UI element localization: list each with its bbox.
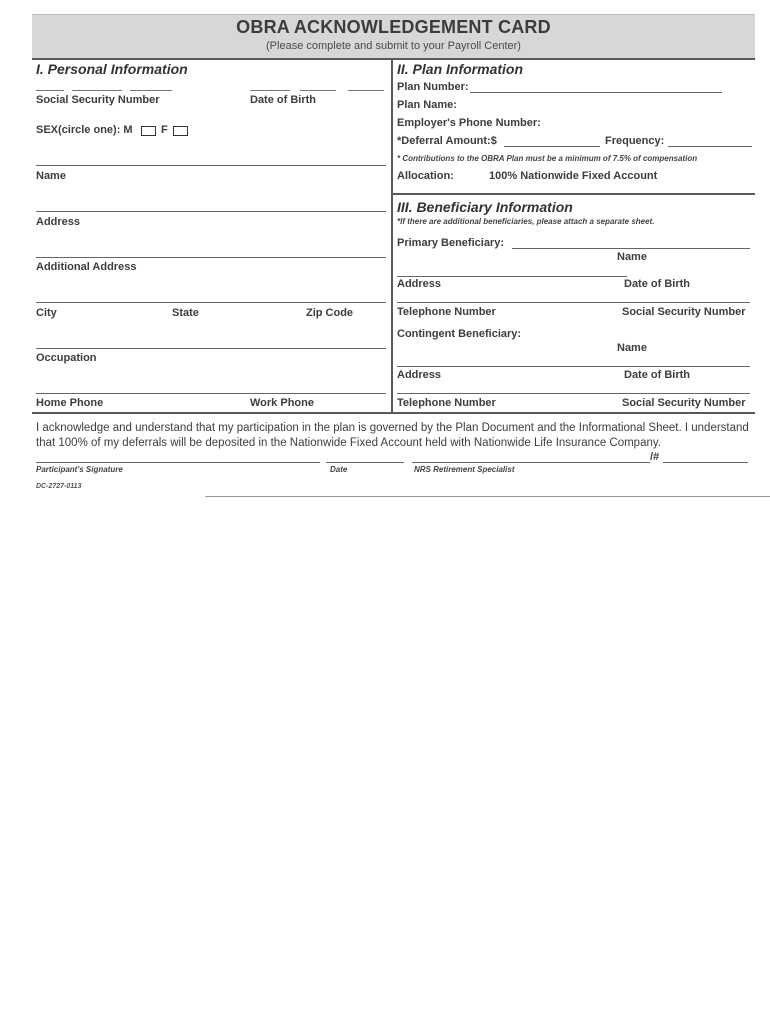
phone-field[interactable]: [36, 393, 386, 394]
signature-date-field[interactable]: [326, 462, 404, 463]
primary-dob-label: Date of Birth: [624, 278, 690, 290]
form-bottom-rule: [32, 412, 755, 414]
primary-beneficiary-label: Primary Beneficiary:: [397, 237, 504, 249]
contingent-ssn-label: Social Security Number: [622, 397, 746, 409]
specialist-label: NRS Retirement Specialist: [414, 465, 515, 474]
header-bottom-rule: [32, 58, 755, 60]
acknowledgement-text: I acknowledge and understand that my participation in the plan is governed by the Plan Document and the Informational Sheet. I understand that 100% of my deferrals will be deposited in the Nationwide Fixed Account held with Nationwide Life Insurance Company.: [36, 422, 749, 449]
specialist-id-field[interactable]: [663, 462, 748, 463]
contingent-phone-ssn-field[interactable]: [397, 393, 750, 394]
city-state-zip-field[interactable]: [36, 302, 386, 303]
work-phone-label: Work Phone: [250, 397, 314, 409]
address-label: Address: [36, 216, 81, 228]
contingent-beneficiary-label: Contingent Beneficiary:: [397, 328, 522, 340]
zip-label: Zip Code: [306, 307, 354, 319]
sex-label: SEX(circle one): M: [36, 124, 133, 136]
beneficiary-note: *If there are additional beneficiaries, please attach a separate sheet.: [397, 217, 655, 226]
contingent-name-label: Name: [617, 342, 647, 354]
participant-signature-field[interactable]: [36, 462, 320, 463]
ssn-label: Social Security Number: [36, 94, 160, 106]
column-divider: [391, 60, 393, 412]
ssn-field-3[interactable]: [130, 90, 172, 91]
ssn-field-2[interactable]: [72, 90, 122, 91]
home-phone-label: Home Phone: [36, 397, 104, 409]
dob-field[interactable]: [250, 90, 290, 91]
primary-phone-label: Telephone Number: [397, 306, 496, 318]
dob-field-2[interactable]: [300, 90, 336, 91]
plan-name-label: Plan Name:: [397, 99, 457, 111]
dob-field-3[interactable]: [348, 90, 384, 91]
allocation-label: Allocation:: [397, 170, 454, 182]
primary-name-label: Name: [617, 251, 647, 263]
address-field[interactable]: [36, 211, 386, 212]
participant-signature-label: Participant's Signature: [36, 465, 123, 474]
additional-address-field[interactable]: [36, 257, 386, 258]
specialist-id-prefix: /#: [650, 451, 660, 463]
sex-m-checkbox[interactable]: [141, 126, 156, 136]
primary-ssn-label: Social Security Number: [622, 306, 746, 318]
card-header: [32, 14, 755, 59]
plan-number-field[interactable]: [470, 92, 722, 93]
card-subtitle: (Please complete and submit to your Payroll Center): [266, 40, 521, 52]
contribution-note: * Contributions to the OBRA Plan must be a minimum of 7.5% of compensation: [397, 154, 698, 163]
personal-section-title: I. Personal Information: [36, 61, 188, 77]
primary-beneficiary-field[interactable]: [512, 248, 750, 249]
primary-address-field[interactable]: [397, 276, 627, 277]
section-ii-iii-rule: [393, 193, 755, 195]
primary-phone-ssn-field[interactable]: [397, 302, 750, 303]
beneficiary-section-title: III. Beneficiary Information: [397, 199, 573, 215]
employer-phone-label: Employer's Phone Number:: [397, 117, 541, 129]
signature-date-label: Date: [330, 465, 348, 474]
occupation-label: Occupation: [36, 352, 97, 364]
name-label: Name: [36, 170, 66, 182]
plan-section-title: II. Plan Information: [397, 61, 524, 77]
frequency-field[interactable]: [668, 146, 752, 147]
ssn-field[interactable]: [36, 90, 64, 91]
card-cut-line: [205, 496, 770, 497]
form-code: DC-2727-0113: [36, 483, 82, 490]
contingent-address-field[interactable]: [397, 366, 750, 367]
deferral-amount-field[interactable]: [504, 146, 600, 147]
state-label: State: [172, 307, 199, 319]
dob-label: Date of Birth: [250, 94, 316, 106]
contingent-phone-label: Telephone Number: [397, 397, 496, 409]
sex-f-label: F: [161, 124, 168, 136]
occupation-field[interactable]: [36, 348, 386, 349]
plan-number-label: Plan Number:: [397, 81, 469, 93]
name-field[interactable]: [36, 165, 386, 166]
additional-address-label: Additional Address: [36, 261, 137, 273]
allocation-value: 100% Nationwide Fixed Account: [489, 170, 658, 182]
specialist-field[interactable]: [412, 462, 650, 463]
contingent-dob-label: Date of Birth: [624, 369, 690, 381]
city-label: City: [36, 307, 57, 319]
sex-f-checkbox[interactable]: [173, 126, 188, 136]
deferral-amount-label: *Deferral Amount:$: [397, 135, 497, 147]
frequency-label: Frequency:: [605, 135, 665, 147]
contingent-address-label: Address: [397, 369, 442, 381]
primary-address-label: Address: [397, 278, 442, 290]
card-title: OBRA ACKNOWLEDGEMENT CARD: [236, 17, 551, 37]
